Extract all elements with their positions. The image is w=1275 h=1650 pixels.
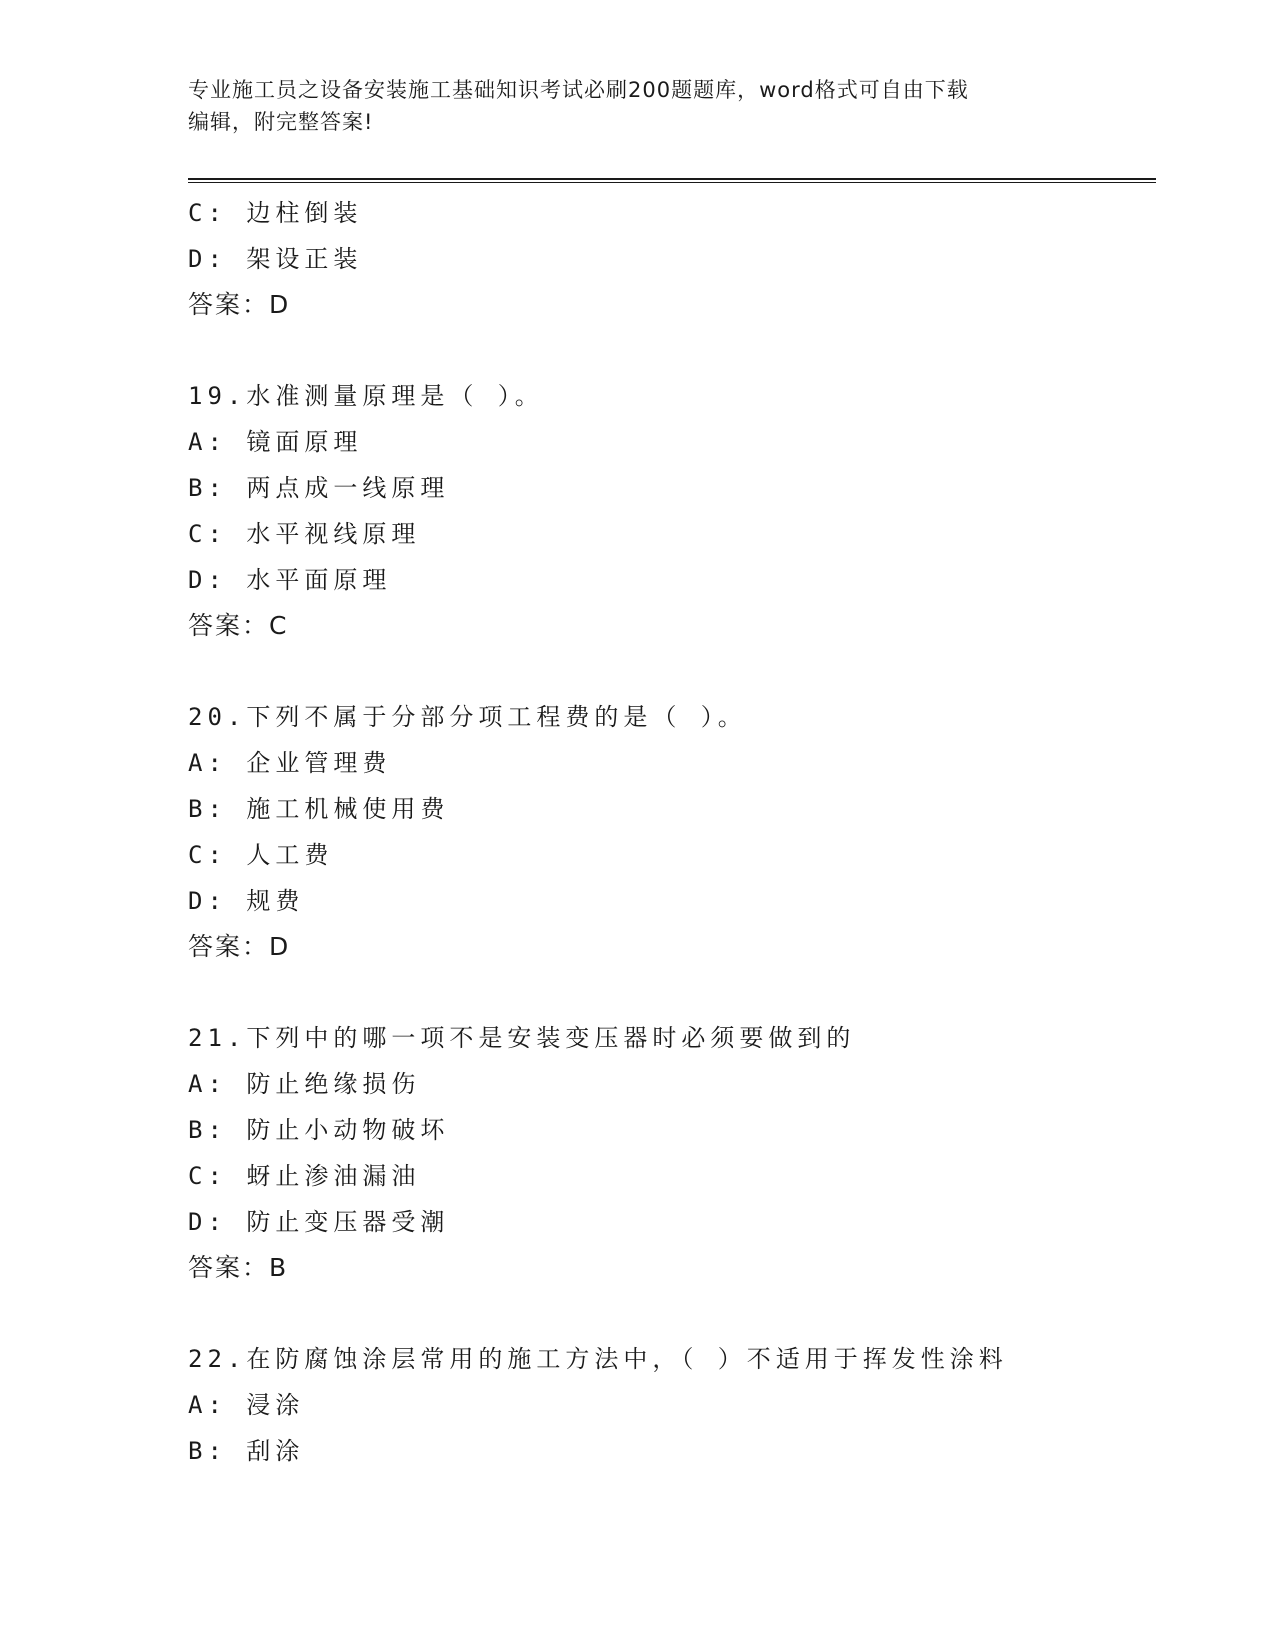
answer-line: 答案：B	[188, 1253, 289, 1282]
question-block-20	[188, 694, 1148, 970]
question-block-19	[188, 373, 1148, 649]
answer-line: 答案：D	[188, 290, 291, 319]
option-c: C: 蚜止渗油漏油	[188, 1162, 421, 1190]
option-d: D: 架设正装	[188, 245, 363, 273]
option-d: D: 防止变压器受潮	[188, 1208, 450, 1236]
answer-line: 答案：C	[188, 611, 289, 640]
option-b: B: 防止小动物破坏	[188, 1116, 450, 1144]
option-c: C: 人工费	[188, 841, 334, 869]
option-a: A: 镜面原理	[188, 428, 363, 456]
question-stem: 21.下列中的哪一项不是安装变压器时必须要做到的	[188, 1024, 856, 1052]
option-b: B: 施工机械使用费	[188, 795, 450, 823]
spacer	[188, 328, 1148, 373]
question-stem: 19.水准测量原理是（ ）。	[188, 382, 544, 410]
document-header	[188, 74, 1088, 138]
answer-line: 答案：D	[188, 932, 291, 961]
option-b: B: 刮涂	[188, 1437, 305, 1465]
question-list	[188, 190, 1148, 1474]
option-a: A: 浸涂	[188, 1391, 305, 1419]
question-block-22	[188, 1336, 1148, 1474]
option-a: A: 防止绝缘损伤	[188, 1070, 421, 1098]
header-title-line-2: 编辑，附完整答案!	[188, 110, 374, 134]
question-stem: 20.下列不属于分部分项工程费的是（ ）。	[188, 703, 747, 731]
header-title-line-1: 专业施工员之设备安装施工基础知识考试必刷200题题库，word格式可自由下载	[188, 78, 969, 102]
option-d: D: 水平面原理	[188, 566, 392, 594]
question-block-18-tail	[188, 190, 1148, 328]
option-c: C: 边柱倒装	[188, 199, 363, 227]
header-divider	[188, 178, 1156, 183]
option-c: C: 水平视线原理	[188, 520, 421, 548]
spacer	[188, 1291, 1148, 1336]
spacer	[188, 649, 1148, 694]
question-block-21	[188, 1015, 1148, 1291]
question-stem: 22.在防腐蚀涂层常用的施工方法中，（ ）不适用于挥发性涂料	[188, 1345, 1008, 1373]
option-d: D: 规费	[188, 887, 305, 915]
option-b: B: 两点成一线原理	[188, 474, 450, 502]
spacer	[188, 970, 1148, 1015]
option-a: A: 企业管理费	[188, 749, 392, 777]
